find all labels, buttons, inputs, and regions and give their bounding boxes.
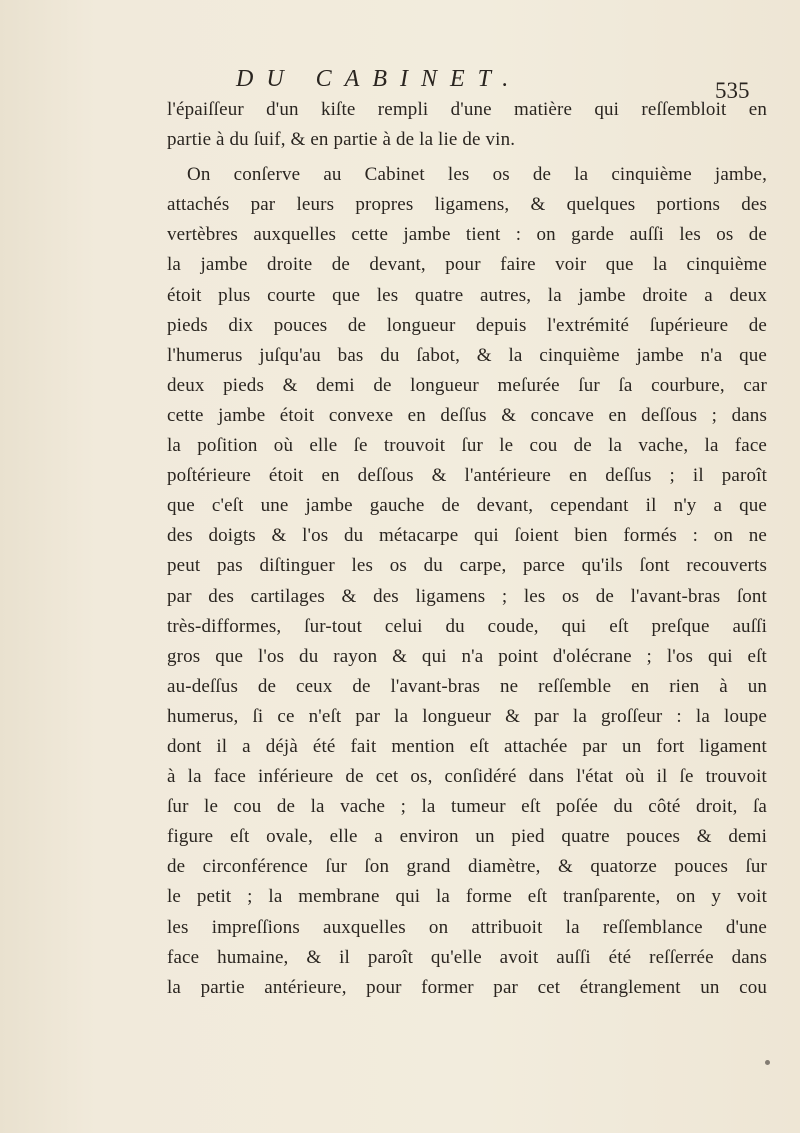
text-line: les impreſſions auxquelles on attribuoit la reſſemblance d'une <box>167 916 767 938</box>
page-number: 535 <box>715 78 750 103</box>
text-line: à la face inférieure de cet os, conſidéré dans l'état où il ſe trouvoit <box>167 766 767 788</box>
ink-spot <box>765 1060 770 1065</box>
text-line: poſtérieure étoit en deſſous & l'antérieure en deſſus ; il paroît <box>167 465 767 487</box>
text-line: la jambe droite de devant, pour faire voir que la cinquième <box>167 254 767 276</box>
running-title: DU CABINET. <box>236 66 522 92</box>
body-text <box>167 95 767 1003</box>
text-line: étoit plus courte que les quatre autres, la jambe droite a deux <box>167 284 767 306</box>
text-line: vertèbres auxquelles cette jambe tient : on garde auſſi les os de <box>167 224 767 246</box>
text-line: très-difformes, ſur-tout celui du coude, qui eſt preſque auſſi <box>167 615 767 637</box>
text-line: au-deſſus de ceux de l'avant-bras ne reſſemble en rien à un <box>167 675 767 697</box>
text-line: partie à du ſuif, & en partie à de la lie de vin. <box>167 129 516 151</box>
text-line: deux pieds & demi de longueur meſurée ſur ſa courbure, car <box>167 374 767 396</box>
text-line: face humaine, & il paroît qu'elle avoit auſſi été reſſerrée dans <box>167 946 767 968</box>
text-line: le petit ; la membrane qui la forme eſt tranſparente, on y voit <box>167 886 767 908</box>
text-line: attachés par leurs propres ligamens, & quelques portions des <box>167 194 767 216</box>
paragraph-2 <box>167 160 767 1003</box>
text-line: On conſerve au Cabinet les os de la cinquième jambe, <box>187 164 767 186</box>
text-line: des doigts & l'os du métacarpe qui ſoient bien formés : on ne <box>167 525 767 547</box>
text-line: l'épaiſſeur d'un kiſte rempli d'une matière qui reſſembloit en <box>167 99 767 120</box>
text-line: la partie antérieure, pour former par cet étranglement un cou <box>167 976 767 998</box>
text-line: l'humerus juſqu'au bas du ſabot, & la cinquième jambe n'a que <box>167 344 767 366</box>
text-line: figure eſt ovale, elle a environ un pied quatre pouces & demi <box>167 826 767 848</box>
paragraph-1 <box>167 95 767 155</box>
text-line: par des cartilages & des ligamens ; les os de l'avant-bras ſont <box>167 585 767 607</box>
text-line: que c'eſt une jambe gauche de devant, cependant il n'y a que <box>167 495 767 517</box>
text-line: cette jambe étoit convexe en deſſus & concave en deſſous ; dans <box>167 404 767 426</box>
text-line: de circonférence ſur ſon grand diamètre, & quatorze pouces ſur <box>167 856 767 878</box>
text-line: la poſition où elle ſe trouvoit ſur le cou de la vache, la face <box>167 435 767 457</box>
text-line: peut pas diſtinguer les os du carpe, parce qu'ils ſont recouverts <box>167 555 767 577</box>
text-line: ſur le cou de la vache ; la tumeur eſt poſée du côté droit, ſa <box>167 796 767 818</box>
running-head <box>0 66 800 103</box>
text-line: dont il a déjà été fait mention eſt attachée par un fort ligament <box>167 735 767 757</box>
text-line: pieds dix pouces de longueur depuis l'extrémité ſupérieure de <box>167 314 767 336</box>
text-line: gros que l'os du rayon & qui n'a point d'olécrane ; l'os qui eſt <box>167 645 767 667</box>
text-line: humerus, ſi ce n'eſt par la longueur & par la groſſeur : la loupe <box>167 705 767 727</box>
